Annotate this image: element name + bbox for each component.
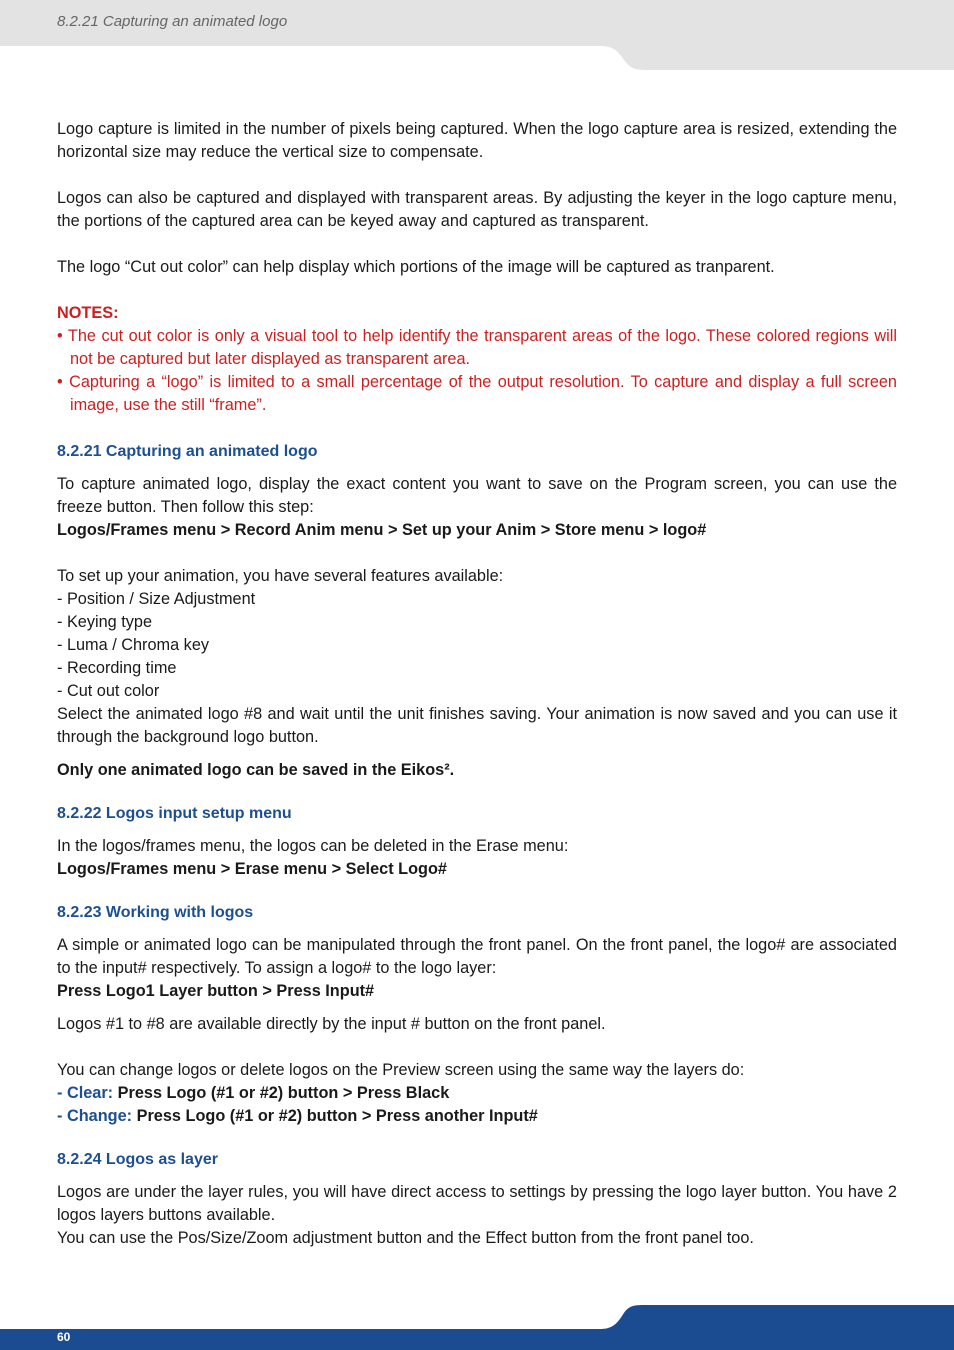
paragraph: Logo capture is limited in the number of pixels being captured. When the logo capture area is resized, extending the horizontal size may reduce the vertical size to compensate. <box>57 120 897 161</box>
feature-item: - Cut out color <box>57 682 160 700</box>
notes-title: NOTES: <box>57 304 119 322</box>
paragraph: A simple or animated logo can be manipulated through the front panel. On the front panel, the logo# are associated to the input# respectively. To assign a logo# to the logo layer: <box>57 936 897 977</box>
section-heading: 8.2.22 Logos input setup menu <box>57 805 292 822</box>
paragraph: To capture animated logo, display the exact content you want to save on the Program screen, you can use the freeze button. Then follow this step: <box>57 475 897 516</box>
page-content <box>57 118 897 1250</box>
menu-path: Logos/Frames menu > Erase menu > Select Logo# <box>57 860 447 878</box>
paragraph: You can change logos or delete logos on the Preview screen using the same way the layers do: <box>57 1061 745 1079</box>
paragraph: The logo “Cut out color” can help display which portions of the image will be captured as tranparent. <box>57 258 775 276</box>
paragraph: Logos #1 to #8 are available directly by the input # button on the front panel. <box>57 1015 606 1033</box>
section-heading: 8.2.24 Logos as layer <box>57 1151 218 1168</box>
note-item: • Capturing a “logo” is limited to a small percentage of the output resolution. To capture and display a full screen image, use the still “frame”. <box>57 373 897 414</box>
feature-item: - Position / Size Adjustment <box>57 590 256 608</box>
running-header: 8.2.21 Capturing an animated logo <box>57 13 288 30</box>
clear-line: - Clear: Press Logo (#1 or #2) button > Press Black <box>57 1084 450 1102</box>
bold-note: Only one animated logo can be saved in the Eikos². <box>57 761 455 779</box>
paragraph: To set up your animation, you have several features available: <box>57 567 504 585</box>
feature-item: - Recording time <box>57 659 177 677</box>
feature-item: - Keying type <box>57 613 153 631</box>
header-band <box>0 0 954 70</box>
paragraph: Select the animated logo #8 and wait until the unit finishes saving. Your animation is now saved and you can use it through the background logo button. <box>57 705 897 746</box>
paragraph: In the logos/frames menu, the logos can be deleted in the Erase menu: <box>57 837 569 855</box>
paragraph: You can use the Pos/Size/Zoom adjustment button and the Effect button from the front panel too. <box>57 1229 754 1247</box>
page-number: 60 <box>57 1330 71 1344</box>
menu-path: Press Logo1 Layer button > Press Input# <box>57 982 375 1000</box>
paragraph: Logos can also be captured and displayed with transparent areas. By adjusting the keyer in the logo capture menu, the portions of the captured area can be keyed away and captured as transparent. <box>57 189 897 230</box>
menu-path: Logos/Frames menu > Record Anim menu > Set up your Anim > Store menu > logo# <box>57 521 707 539</box>
note-item: • The cut out color is only a visual tool to help identify the transparent areas of the logo. These colored regions will not be captured but later displayed as transparent area. <box>57 327 897 368</box>
section-heading: 8.2.21 Capturing an animated logo <box>57 443 318 460</box>
footer-band <box>0 1300 954 1350</box>
paragraph: Logos are under the layer rules, you will have direct access to settings by pressing the logo layer button. You have 2 logos layers buttons available. <box>57 1183 897 1224</box>
section-heading: 8.2.23 Working with logos <box>57 904 254 921</box>
feature-item: - Luma / Chroma key <box>57 636 210 654</box>
change-line: - Change: Press Logo (#1 or #2) button > Press another Input# <box>57 1107 538 1125</box>
